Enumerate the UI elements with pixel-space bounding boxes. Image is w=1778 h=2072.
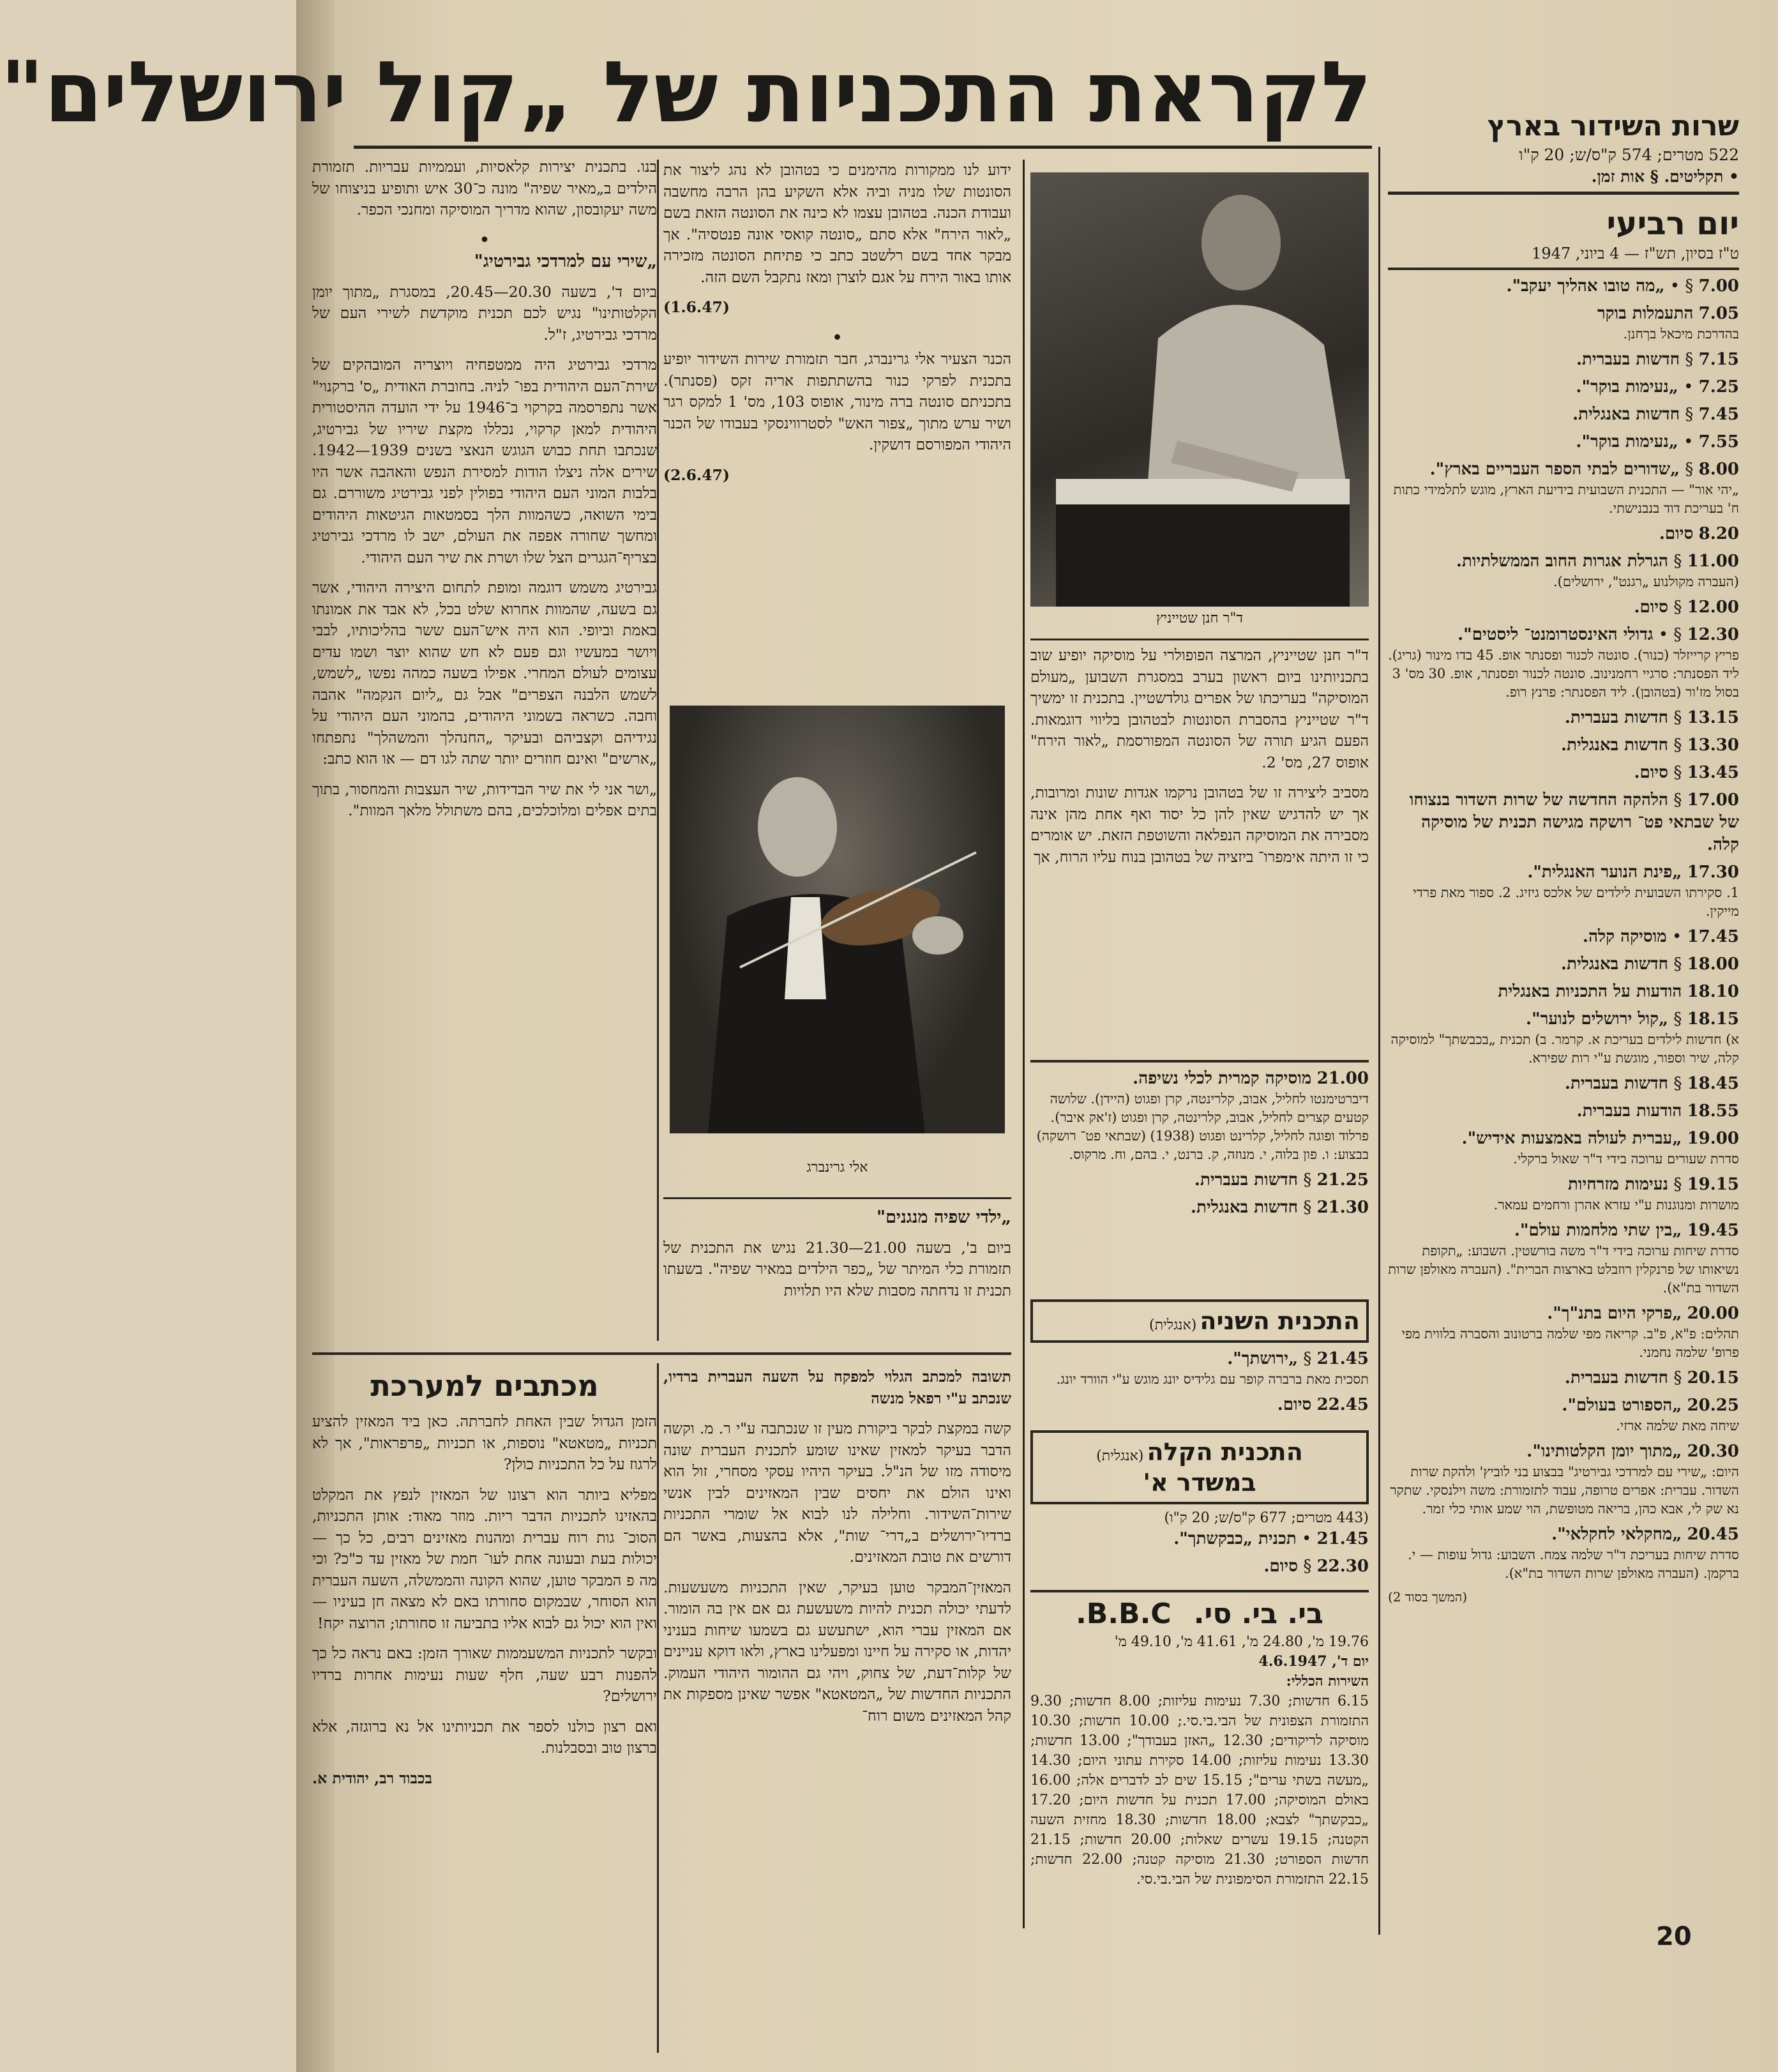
entry-mark: § • — [1669, 276, 1694, 296]
schedule-entry — [1388, 431, 1739, 453]
day-heading: יום רביעי — [1606, 205, 1739, 242]
entry-time: 19.45 — [1687, 1221, 1739, 1240]
entry-mark: § — [1685, 460, 1694, 479]
entry-time: 19.15 — [1687, 1175, 1739, 1194]
entry-title: „ירושתך". — [1227, 1349, 1299, 1368]
bbc-date: יום ד', 4.6.1947 — [1258, 1653, 1369, 1670]
entry-time: 12.30 — [1687, 625, 1739, 644]
entry-title: „עברית לעולה באמצעות אידיש". — [1461, 1129, 1682, 1148]
schedule-entry — [1030, 1068, 1369, 1164]
letters-intro: תשובה למכתב הגלוי למפקח על השעה העברית ברדיו, שנכתב ע"י רפאל מנשה — [663, 1368, 1011, 1407]
bbc-title-english: B.B.C. — [1076, 1598, 1172, 1630]
schedule-entry — [1388, 550, 1739, 591]
schedule-entry — [1030, 1197, 1369, 1219]
entry-time: 18.15 — [1687, 1010, 1739, 1029]
entry-time: 7.45 — [1698, 405, 1739, 424]
gebirtig-heading: „שירי עם למרדכי גבירטיג" — [474, 252, 657, 271]
entry-title: חדשות באנגלית. — [1561, 736, 1669, 755]
entry-time: 17.30 — [1687, 863, 1739, 882]
entry-time: 7.05 — [1698, 304, 1739, 323]
column-divider — [1378, 147, 1380, 1935]
schedule-entry — [1030, 1555, 1369, 1578]
gebirtig-paragraph: מרדכי גבירטיג היה ממטפחיה ויוצריה המובהקים של שירת־העם היהודית בפו־ לניה. בחוברת האודית „ס' ברקנוי" אשר נתפרסמה בקרקוי ב־1946 על ידי הועדה ההיסטורית היהודית למאן קרקוי, נכללו מקצת שיריו של גבירטיג, שנכתבו תחת כבוש הגוגש הנאצי בשנים 1939—1942. שירים אלה ניצלו הודות למסירת הנפש והאהבה אשר היו בלבות המוני העם היהודי בפולין לפני גבירטיג משוררם. גם בימי השואה, כשהמוות הלך בסמטאות הגיטאות היהודים ומחשך שחורה אפפה את העולם, ישב לו מרדכי גבירטיג בצריף־הגגרים הצל שלו ושרת את שיר העם היהודי. — [312, 356, 657, 566]
schedule-entry — [1388, 953, 1739, 976]
letters-column-1 — [663, 1366, 1011, 2056]
gebirtig-quote: „ושר אני לי את שיר הבדידות, שיר העצבות והמחסור, בתוך בתים אפלים ומלוכלכים, בהם משתולל מלאך המוות". — [312, 780, 657, 819]
entry-title: „הספורט בעולם". — [1562, 1396, 1682, 1415]
schedule-entry — [1388, 734, 1739, 757]
entry-details: פריץ קרייזלר (כנור). סונטה לכנור ופסנתר אופ. 45 בדו מינור (גריג). ליד הפסנתר: סרגיי רחמנינוב. סונטה לכנור ופסנתר, אופ. 30 מס' 3 בסול מז'ור (בטהובן). ליד הפסנתר: פרנץ רופ. — [1388, 647, 1739, 700]
second-program-box — [1030, 1299, 1369, 1424]
section-rule — [312, 1352, 1011, 1355]
entry-title: הודעות על התכניות באנגלית — [1498, 982, 1682, 1001]
entry-title: נעימות מזרחיות — [1567, 1175, 1669, 1194]
chamber-block — [1030, 1068, 1369, 1297]
entry-time: 13.15 — [1687, 708, 1739, 727]
letters-paragraph: ובקשר לתכניות המשעממות שאורך הזמן: באם נראה כל כך להפנות רבע שעה, חלף שעות נעימות אחרות ברדיו ירושלים? — [312, 1644, 657, 1705]
schedule-list — [1388, 275, 1739, 1583]
entry-title: „מתוך יומן הקלטותינו". — [1526, 1442, 1682, 1461]
entry-time: 20.45 — [1687, 1525, 1739, 1544]
entry-title: סיום. — [1659, 524, 1694, 543]
bullet-separator: • — [831, 326, 843, 349]
entry-time: 20.25 — [1687, 1396, 1739, 1415]
schedule-entry — [1388, 1128, 1739, 1168]
second-program-lang: (אנגלית) — [1149, 1317, 1197, 1333]
letters-paragraph: מפליא ביותר הוא רצונו של המאזין לנפץ את המקלט בהאזינו לתכניות הדבר ריות. מוזר מאוד: אותן התכניות, הסוכ־ גות רוח עברית ומהנות מאזינים רבים, כל כך — יכולות בעת ובעונה אחת לעו־ חמת של מאזין עד כ"כ? וכי מה פ המבקר טוען, שהוא הקונה והממשלה, השעה העברית הוא הסוחר, שבמקום סחורתו באם לא מצאה חן בעיניו — ואין הוא יכול גם לבוא אליו בתביעה זו סחורתו; הרוצה יקח! — [312, 1485, 657, 1632]
entry-mark: • — [1684, 432, 1694, 451]
entry-mark: § — [1673, 1175, 1682, 1194]
photo-steinitz — [1030, 172, 1369, 607]
entry-title: חדשות באנגלית. — [1191, 1198, 1299, 1217]
schedule-entry — [1388, 1441, 1739, 1518]
entry-details: 1. סקירתו השבועית לילדים של אלכס גיזיג. 2. ספור מאת פרדי מייקין. — [1413, 885, 1739, 919]
schedule-entry — [1388, 1174, 1739, 1214]
entry-title: גדולי האינסטרומנט־ ליסטים". — [1458, 625, 1654, 644]
schedule-entry — [1388, 376, 1739, 398]
entry-mark: § — [1673, 1010, 1682, 1029]
entry-time: 13.45 — [1687, 763, 1739, 782]
entry-time: 7.55 — [1698, 432, 1739, 451]
entry-title: תכנית „כבקשתך". — [1173, 1529, 1297, 1548]
entry-time: 21.00 — [1316, 1069, 1369, 1088]
entry-title: מוסיקה קלה. — [1583, 927, 1667, 946]
entry-time: 21.25 — [1316, 1170, 1369, 1190]
schedule-entry — [1388, 1008, 1739, 1068]
entry-time: 12.00 — [1687, 598, 1739, 617]
second-program-title-box — [1030, 1299, 1369, 1343]
middle-paragraph: הכנר הצעיר אלי גרינברג, חבר תזמורת שירות השידור יופיע בתכנית לפרקי כנור בהשתתפות אריה זקס (פסנתר). בתכניתם סונטה ברה מינור, אופוס 103, מס' 1 למקס רגר ושיר ערש מתוך „צפור האש" לסטרווינסקי בעבודו של הכנר היהודי המפורסם דושקין. — [663, 350, 1012, 453]
entry-title: מוסיקה קמרית לכלי נשיפה. — [1133, 1069, 1312, 1088]
schedule-frequency: 522 מטרים; 574 ק"ס/ש; 20 ק"ו — [1519, 146, 1739, 164]
entry-mark: § — [1673, 552, 1682, 571]
schedule-column — [1388, 109, 1739, 1916]
schedule-legend: • תקליטים. § אות זמן. — [1591, 167, 1739, 186]
entry-title: סיום. — [1634, 598, 1669, 617]
entry-details: א) חדשות לילדים בעריכת א. קרמר. ב) תכנית „בכבשתך" למוסיקה קלה, שיר וספור, מוגשת ע"י רות שפירא. — [1390, 1032, 1739, 1066]
entry-time: 17.45 — [1687, 927, 1739, 946]
schedule-entry — [1388, 926, 1739, 948]
entry-mark: • — [1301, 1529, 1312, 1548]
schedule-entry — [1388, 523, 1739, 545]
schedule-entry — [1030, 1169, 1369, 1191]
letters-paragraph: המאזין־המבקר טוען בעיקר, שאין התכניות משעשעות. לדעתי יכולה תכנית להיות משעשעת גם אם אין בה הומור. אם המאזין עברי הוא, ישתעשע גם בשמעו שיחות בעניני יהדות, או סקירה על חיינו ומפעלינו בארץ, ולאו דוקא עניינים של קלות־דעת, של צחוק, ויהי גם ההומור היהודי העמוק. התכניות החדשות של „המטאטא" אפשר שאינן מספקות את קהל המאזינים משום רוח־ — [663, 1578, 1011, 1725]
section-rule — [1030, 1060, 1369, 1062]
entry-time: 18.45 — [1687, 1074, 1739, 1093]
bbc-service: השירות הכללי: — [1286, 1673, 1369, 1690]
schedule-title: שרות השידור בארץ — [1487, 110, 1739, 142]
headline-rule — [354, 146, 1372, 149]
entry-title: הגרלת אגרות החוב הממשלתיות. — [1456, 552, 1669, 571]
light-program-box — [1030, 1430, 1369, 1587]
entry-details: שיחה מאת שלמה ארזי. — [1616, 1418, 1739, 1433]
entry-title: חדשות בעברית. — [1194, 1170, 1299, 1190]
entry-details: „יהי אור" — התכנית השבועית בידיעת הארץ, מוגש לתלמידי כתות ח' בעריכת דוד בנבנישתי. — [1393, 482, 1739, 516]
entry-title: חדשות בעברית. — [1564, 708, 1669, 727]
schedule-entry — [1388, 596, 1739, 619]
entry-details: היום: „שירי עם למרדכי גבירטיג" בבצוע בני לוביץ' ולהקת שרות השדור. עברית: אפרים טרופה, עבוד לתזמורת: משה וילנסקי. שתקר נא שק לי, אבא כהן, בריאה מטופשת, הוי שמע אותי כלי זמר. — [1390, 1464, 1739, 1516]
entry-mark: § — [1303, 1198, 1312, 1217]
entry-details: סדרת שיחות ערוכה בידי ד"ר משה בורשטין. השבוע: „תקופת נשיאותו של פרנקלין רוזבלט בארצות הברית". (העברה מאולפן שרות השדור בת"א). — [1388, 1243, 1739, 1296]
entry-time: 21.45 — [1316, 1349, 1369, 1368]
steinitz-paragraph: מסביב ליצירה זו של בטהובן נרקמו אגדות שונות ומרובות, אך יש להדגיש שאין להן כל יסוד ואף אחת מהן אינה מסבירה את המוסיקה הנפלאה והשוטפת הזאת. יש אומרים כי זו היתה אימפרו־ ביזציה של בטהובן בנוח עליו הרוח, אך — [1030, 783, 1369, 866]
entry-title: חדשות בעברית. — [1564, 1368, 1669, 1388]
schedule-entry — [1388, 789, 1739, 856]
entry-details: מושרות ומנוגנות ע"י עזרא אהרן ורחמים עמאר. — [1493, 1197, 1739, 1213]
page-number: 20 — [1656, 1922, 1692, 1951]
steinitz-article — [1030, 645, 1369, 1054]
entry-time: 18.10 — [1687, 982, 1739, 1001]
schedule-entry — [1388, 1395, 1739, 1435]
entry-title: „מחקלאי לחקלאי". — [1551, 1525, 1682, 1544]
schedule-entry — [1388, 1100, 1739, 1123]
entry-title: „נעימות בוקר". — [1576, 432, 1678, 451]
entry-time: 13.30 — [1687, 736, 1739, 755]
entry-time: 8.20 — [1698, 524, 1739, 543]
middle-paragraph: ידוע לנו ממקורות מהימנים כי בטהובן לא נהג ליצור את הסונטות שלו מניה וביה אלא השקיע בהן הרבה מחשבה ועבודת הכנה. בטהובן עצמו לא כינה את הסונטה הזאת בשם „לאור הירח" אלא סתם „סונטה קואסי אונה פנטסיה". אך מבקר אחד בשם רלשטב כתב כי פתיחת הסונטה מזכירה אותו באור הירח על אגם לוצרן ומאז נתקבל השם הזה. — [663, 161, 1011, 286]
entry-title: התעמלות בוקר — [1597, 304, 1694, 323]
schedule-entry — [1388, 349, 1739, 371]
entry-mark: § — [1673, 1074, 1682, 1093]
gebirtig-paragraph: גבירטיג משמש דוגמה ומופת לתחום היצירה היהודי, אשר גם בשעה, שהמוות אחרוא שלט בכל, לא אבד את אמונתו באמת וביופי. הוא היה איש־העם ששר בהליכותיו, לבבי ויושר במעשיו וגם פעם לא חש שהוא יוצר ושמו עדים עצומים לעולם המחרי. אפילו בשעה כמהה נפשו „לשמש, לשמש הלבנה הצפרים" אבל גם „ליום הנקמה" אהבה וחבה. כשראה בשמוני היהודים, בהמוני העם היהודי על נגידיהם וקצביהם ובעיקר „החנהלך והמשהלך" נתפתחו „ארשים" ואינם חוזרים יותר שתה לגו דם — או הוא כתב: — [312, 578, 657, 768]
entry-title: סיום. — [1263, 1557, 1299, 1576]
schedule-entry — [1030, 1348, 1369, 1389]
entry-title: „שדורים לבתי הספר העבריים בארץ". — [1429, 460, 1680, 479]
entry-title: „קול ירושלים לנוער". — [1526, 1010, 1669, 1029]
entry-time: 22.45 — [1316, 1395, 1369, 1414]
light-program-subtitle: במשדר א' — [1143, 1469, 1256, 1497]
entry-details: בהדרכת מיכאל בךחנן. — [1623, 326, 1739, 342]
light-program-title-box — [1030, 1430, 1369, 1504]
photo-greenberg-caption: אלי גרינברג — [806, 1160, 868, 1176]
entry-mark: § — [1673, 708, 1682, 727]
light-program-title: התכנית הקלה — [1147, 1438, 1303, 1466]
schedule-entry — [1388, 861, 1739, 921]
photo-rule — [1030, 639, 1369, 640]
entry-time: 18.55 — [1687, 1101, 1739, 1121]
column-divider — [1023, 160, 1025, 1928]
entry-title: חדשות באנגלית. — [1561, 955, 1669, 974]
entry-mark: § — [1303, 1170, 1312, 1190]
bbc-title-row — [1030, 1596, 1369, 1632]
entry-time: 21.30 — [1316, 1198, 1369, 1217]
letters-column-2 — [312, 1411, 657, 2056]
day-date: ט"ז בסיון, תש"ז — 4 ביוני, 1947 — [1388, 243, 1739, 270]
schedule-entry — [1388, 762, 1739, 784]
entry-time: 7.25 — [1698, 377, 1739, 397]
entry-details: דיברטימנטו לחליל, אבוב, קלרינטה, קרן ופגוט (היידן). שלושה קטעים קצרים לחליל, אבוב, קלרינטה, קרן ופגוט (ז'אק איבר). פרלוד ופוגה לחליל, קלרינט ופגוט (1938) (שבתאי פט־ רושקה) בבצוע: ו. פון בלוה, י. מנוזה, ק. ברנט, י. בהם, וח. מרקוס. — [1036, 1091, 1369, 1162]
steinitz-paragraph: ד"ר חנן שטייניץ, המרצה הפופולרי על מוסיקה יופיע שוב בתכניותינו ביום ראשון בערב במסגרת השבוען „מעולם המוסיקה" בעריכתו של אפרים גולדשטיין. בתכנית זו ימשיך ד"ר שטייניץ בהסברת הסונטות לבטהובן בליווי דוגמאות. הפעם הגיע תורה של הסונטה המפורסמת „לאור הירח" אופוס 27, מס' 2. — [1030, 646, 1369, 771]
letters-paragraph: קשה במקצת לבקר ביקורת מעין זו שנכתבה ע"י ר. מ. וקשה הדבר בעיקר למאזין שאינו שומע לתכנית העברית שונה מיסודה מזו של הנ"ל. בעיקר היהיו עסקי מסחרי, זול הוא ואינו הולם את יחסים שבין המאזינים לבין אנשי שירות־השידור. וחלילה לנו לבוא אל שומרי התכניות ברדיו־ירושלים ב„דרי־ שות", אלא בהצעות, באשר הם דורשים את טובת המאזינים. — [663, 1419, 1011, 1566]
schedule-entry — [1388, 624, 1739, 702]
entry-details: סדרת שעורים ערוכה בידי ד"ר שאול ברקלי. — [1513, 1151, 1739, 1167]
entry-mark: • — [1684, 377, 1694, 397]
schedule-entry — [1388, 458, 1739, 518]
entry-title: חדשות באנגלית. — [1572, 405, 1680, 424]
light-program-frequency: (443 מטרים; 677 ק"ס/ש; 20 ק"ו) — [1164, 1510, 1369, 1526]
entry-title: „פרקי היום בתנ"ך". — [1547, 1304, 1682, 1323]
entry-mark: • — [1671, 927, 1682, 946]
entry-mark: § — [1303, 1349, 1312, 1368]
letters-signature: בכבוד רב, יהודית א. — [312, 1769, 432, 1787]
entry-time: 21.45 — [1316, 1529, 1369, 1548]
section-rule — [1030, 1590, 1369, 1592]
entry-details: סדרת שיחות בעריכת ד"ר שלמה צמח. השבוע: גדול עופות — י. ברקמן. (העברה מאולפן שרות השדור בת"א). — [1408, 1547, 1739, 1581]
schedule-entry — [1030, 1528, 1369, 1550]
entry-details: תהלים: פ"א, פ"ב. קריאה מפי שלמה ברטונוב והסברה בלווית מפי פרופ' שלמה נחמני. — [1401, 1326, 1739, 1360]
entry-title: „פינת הנוער האנגלית". — [1527, 863, 1682, 882]
photo-steinitz-caption: ד"ר חנן שטייניץ — [1156, 610, 1244, 626]
entry-mark: § — [1685, 405, 1694, 424]
entry-time: 17.00 — [1687, 790, 1739, 810]
entry-mark: § — [1673, 955, 1682, 974]
entry-mark: § — [1673, 763, 1682, 782]
entry-mark: § — [1303, 1557, 1312, 1576]
entry-title: „בין שתי מלחמות עולם". — [1514, 1221, 1682, 1240]
entry-time: 18.00 — [1687, 955, 1739, 974]
shfeya-article — [663, 1207, 1011, 1344]
schedule-entry — [1388, 404, 1739, 426]
schedule-entry — [1388, 1303, 1739, 1362]
letters-title: מכתבים למערכת — [370, 1368, 599, 1403]
entry-time: 20.00 — [1687, 1304, 1739, 1323]
column-divider — [657, 1363, 659, 2053]
entry-time: 20.15 — [1687, 1368, 1739, 1388]
entry-title: סיום. — [1277, 1395, 1312, 1414]
bullet-separator: • — [479, 229, 490, 252]
gebirtig-paragraph: בנו. בתכנית יצירות קלאסיות, ועממיות עבריות. תזמורת הילדים ב„מאיר שפיה" מונה כ־30 איש ותופיע בניצוחו של משה יעקובסון, שהוא מדריך המוסיקה ומחנכי הכפר. — [312, 158, 657, 218]
schedule-entry — [1388, 1367, 1739, 1389]
page-headline: לקראת התכניות של „קול ירושלים" — [0, 43, 1372, 142]
entry-title: הלהקה החדשה של שרות השדור בנצוחו של שבתאי פט־ רושקה מגישה תכנית של מוסיקה קלה. — [1409, 790, 1739, 854]
entry-time: 8.00 — [1698, 460, 1739, 479]
schedule-entry — [1388, 707, 1739, 729]
violinist-photo-icon — [670, 706, 1005, 1133]
pianist-photo-icon — [1030, 172, 1369, 607]
entry-time: 22.30 — [1316, 1557, 1369, 1576]
bbc-block — [1030, 1596, 1369, 1928]
letters-paragraph: הזמן הגדול שבין האחת לחברתה. כאן ביד המאזין להציע תכניות „מטאטא" נוספות, או תכניות „פרפראות", אך לא לרגוז על כל התכניות כולן? — [312, 1412, 657, 1473]
entry-mark: § — [1685, 350, 1694, 369]
entry-time: 19.00 — [1687, 1129, 1739, 1148]
gebirtig-paragraph: ביום ד', בשעה 20.30—20.45, במסגרת „מתוך יומן הקלטותינו" נגיש לכם תכנית מוקדשת לשירי העם של מרדכי גבירטיג, ז"ל. — [312, 282, 657, 344]
column-divider — [657, 160, 659, 1341]
continued-note: (המשך בסוד 2) — [1388, 1589, 1468, 1605]
bbc-title-hebrew: בי. בי. סי. — [1193, 1598, 1323, 1630]
shfeya-heading: „ילדי שפיה מנגנים" — [877, 1207, 1011, 1227]
bbc-schedule-text: 6.15 חדשות; 7.30 נעימות עליזות; 8.00 חדשות; 9.30 התזמורת הצפונית של הבי.בי.סי.; 10.00 חדשות; 10.30 מוסיקה לריקודים; 12.30 „האזן בעבודך"; 13.00 חדשות; 13.30 נעימות עליזות; 14.00 סקירת עתוני היום; 14.30 „מעשה בשתי ערים"; 15.15 שים לב לדברים אלה; 16.00 באולם המוסיקה; 17.00 תכנית על חדשות היום; 17.20 „כבקשתך" לצבא; 18.00 חדשות; 18.30 מחזית השעה הקטנה; 19.15 עשרים שאלות; 20.00 חדשות; 21.15 חדשות הספורט; 21.30 מוסיקה קטנה; 22.00 חדשות; 22.15 התזמורת הסימפונית של הבי.בי.סי. — [1030, 1693, 1369, 1887]
entry-title: סיום. — [1634, 763, 1669, 782]
letters-paragraph: ואם רצון כולנו לספר את תכניותינו אל נא ברוגזה, אלא ברצון טוב ובסבלנות. — [312, 1717, 657, 1757]
article-date: (1.6.47) — [663, 298, 730, 316]
entry-mark: § — [1673, 598, 1682, 617]
entry-title: חדשות בעברית. — [1564, 1074, 1669, 1093]
schedule-entry — [1388, 303, 1739, 344]
photo-greenberg — [670, 706, 1005, 1133]
entry-title: הודעות בעברית. — [1576, 1101, 1682, 1121]
entry-title: „מה טובו אהליך יעקב". — [1506, 276, 1665, 296]
shfeya-paragraph: ביום ב', בשעה 21.00—21.30 נגיש את התכנית של תזמורת כלי המיתר של „כפר הילדים במאיר שפיה". בשעתו תכנית זו נדחתה מסבות שלא היו תלויות — [663, 1238, 1011, 1299]
schedule-entry — [1388, 1220, 1739, 1297]
entry-time: 11.00 — [1687, 552, 1739, 571]
bbc-frequency: 19.76 מ', 24.80 מ', 41.61 מ', 49.10 מ' — [1114, 1634, 1369, 1650]
photo-rule — [663, 1197, 1011, 1199]
schedule-entry — [1388, 981, 1739, 1003]
entry-time: 7.00 — [1698, 276, 1739, 296]
entry-time: 7.15 — [1698, 350, 1739, 369]
entry-details: תסכית מאת ברברה קופר עם גלידיס יונג מוגש ע"י הוורד יונג. — [1056, 1372, 1369, 1387]
entry-mark: § — [1673, 1368, 1682, 1388]
schedule-entry — [1388, 275, 1739, 298]
entry-title: „נעימות בוקר". — [1576, 377, 1678, 397]
entry-time: 20.30 — [1687, 1442, 1739, 1461]
entry-title: חדשות בעברית. — [1576, 350, 1680, 369]
second-program-title: התכנית השניה — [1200, 1307, 1360, 1335]
light-program-lang: (אנגלית) — [1096, 1448, 1144, 1464]
entry-mark: § — [1673, 790, 1682, 810]
middle-article — [663, 160, 1011, 690]
gebirtig-article — [312, 156, 657, 1344]
entry-mark: § • — [1658, 625, 1682, 644]
schedule-entry — [1030, 1394, 1369, 1416]
entry-details: (העברה מקולנוע „רגנט", ירושלים). — [1553, 574, 1739, 589]
article-date: (2.6.47) — [663, 465, 730, 484]
entry-mark: § — [1673, 736, 1682, 755]
schedule-entry — [1388, 1073, 1739, 1095]
schedule-rule — [1388, 192, 1739, 195]
schedule-entry — [1388, 1524, 1739, 1583]
